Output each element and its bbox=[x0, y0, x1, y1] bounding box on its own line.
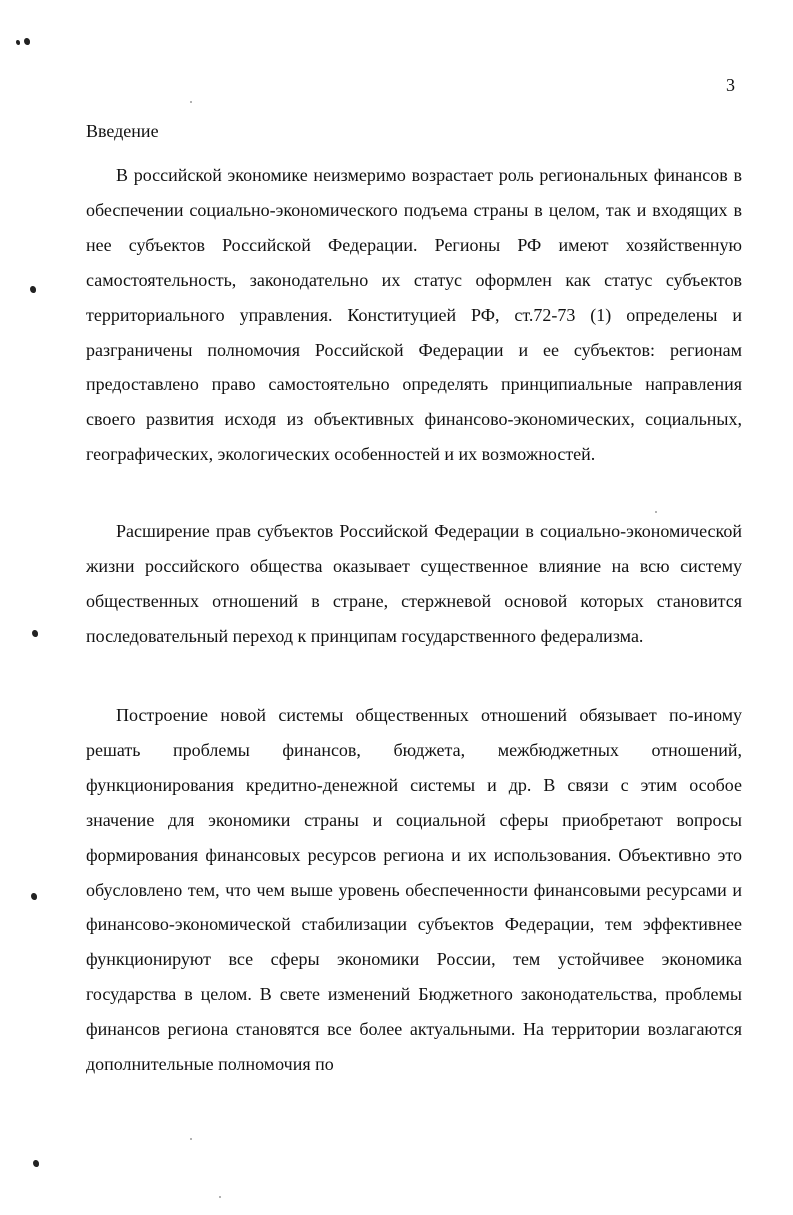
paragraph: В российской экономике неизмеримо возрастает роль региональных финансов в обеспечении социально-экономического подъема страны в целом, так и входящих в нее субъектов Российской Федерации. Регионы РФ имеют хозяйственную самостоятельность, законодательно их статус оформлен как статус субъектов территориального управления. Конституцией РФ, ст.72-73 (1) определены и разграничены полномочия Российской Федерации и ее субъектов: регионам предоставлено право самостоятельно определять принципиальные направления своего развития исходя из объективных финансово-экономических, социальных, географических, экологических особенностей и их возможностей. bbox=[86, 165, 742, 465]
binding-hole-mark bbox=[24, 38, 30, 45]
paragraph: Построение новой системы общественных отношений обязывает по-иному решать проблемы финансов, бюджета, межбюджетных отношений, функционирования кредитно-денежной системы и др. В связи с этим особое значение для экономики страны и социальной сферы приобретают вопросы формирования финансовых ресурсов региона и их использования. Объективно это обусловлено тем, что чем выше уровень обеспеченности финансовыми ресурсами и финансово-экономической стабилизации субъектов Федерации, тем эффективнее функционируют все сферы экономики России, тем устойчивее экономика государства в целом. В свете изменений Бюджетного законодательства, проблемы финансов региона становятся все более актуальными. На территории возлагаются дополнительные полномочия по bbox=[86, 705, 742, 1075]
binding-hole-mark bbox=[30, 286, 36, 293]
binding-hole-mark bbox=[16, 40, 20, 45]
binding-hole-mark bbox=[32, 630, 38, 637]
page-number: 3 bbox=[726, 75, 735, 95]
scan-speck bbox=[190, 101, 192, 103]
scan-speck bbox=[190, 1138, 192, 1140]
binding-hole-mark bbox=[31, 893, 37, 900]
scan-speck bbox=[655, 511, 657, 513]
paragraph: Расширение прав субъектов Российской Федерации в социально-экономической жизни российского общества оказывает существенное влияние на всю систему общественных отношений в стране, стержневой основой которых становится последовательный переход к принципам государственного федерализма. bbox=[86, 521, 742, 646]
scan-speck bbox=[219, 1196, 221, 1198]
section-heading: Введение bbox=[86, 121, 159, 141]
binding-hole-mark bbox=[33, 1160, 39, 1167]
